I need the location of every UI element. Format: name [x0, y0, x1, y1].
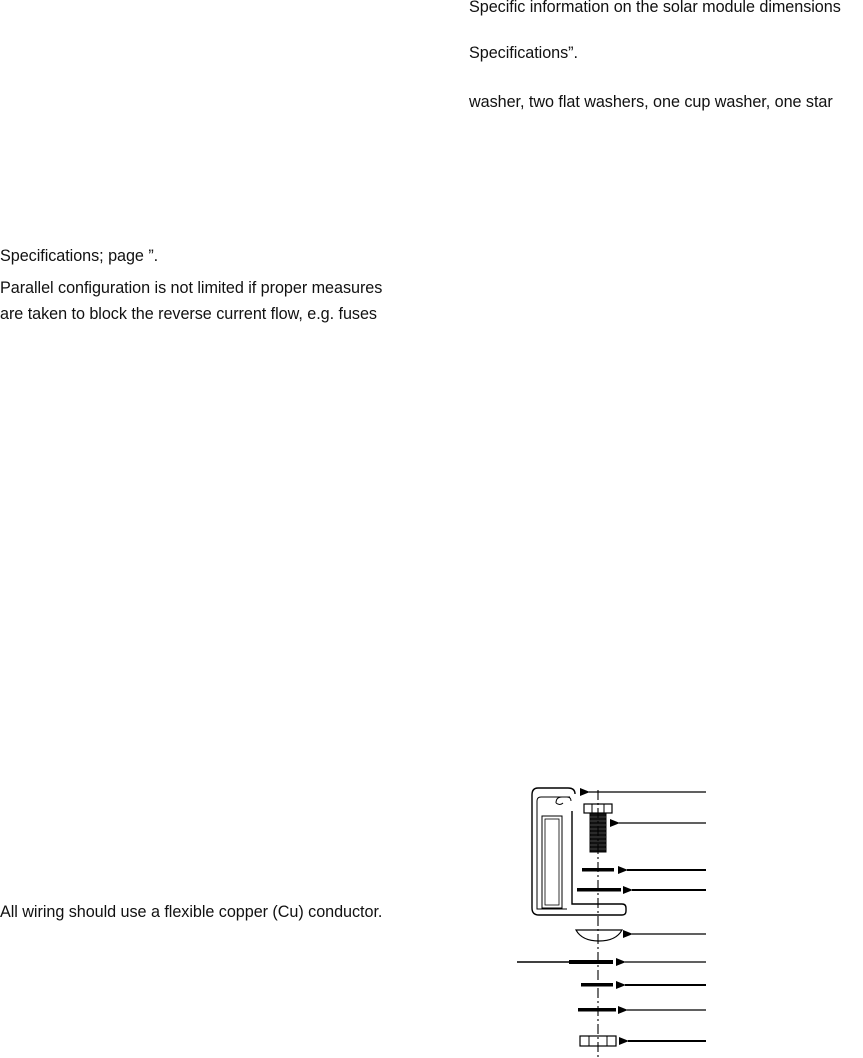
spring-washer — [578, 1008, 616, 1012]
star-washer — [581, 983, 613, 987]
frame-chamber-inner — [545, 819, 559, 905]
flat-washer — [577, 888, 621, 892]
text-line: are taken to block the reverse current flow, e.g. fuses — [0, 305, 377, 323]
text-line: Specifications; page ”. — [0, 247, 159, 265]
callout-arrows — [589, 792, 706, 1041]
flat-washer — [569, 960, 613, 964]
frame-hook — [556, 797, 571, 805]
text-line: Parallel configuration is not limited if proper measures — [0, 279, 383, 297]
text-line: Specifications”. — [469, 44, 578, 62]
cup-washer — [576, 930, 622, 941]
text-line: Specific information on the solar module dimensions — [469, 0, 841, 16]
text-line: All wiring should use a flexible copper (Cu) conductor. — [0, 903, 383, 921]
text-line: washer, two flat washers, one cup washer, one star — [469, 93, 833, 111]
